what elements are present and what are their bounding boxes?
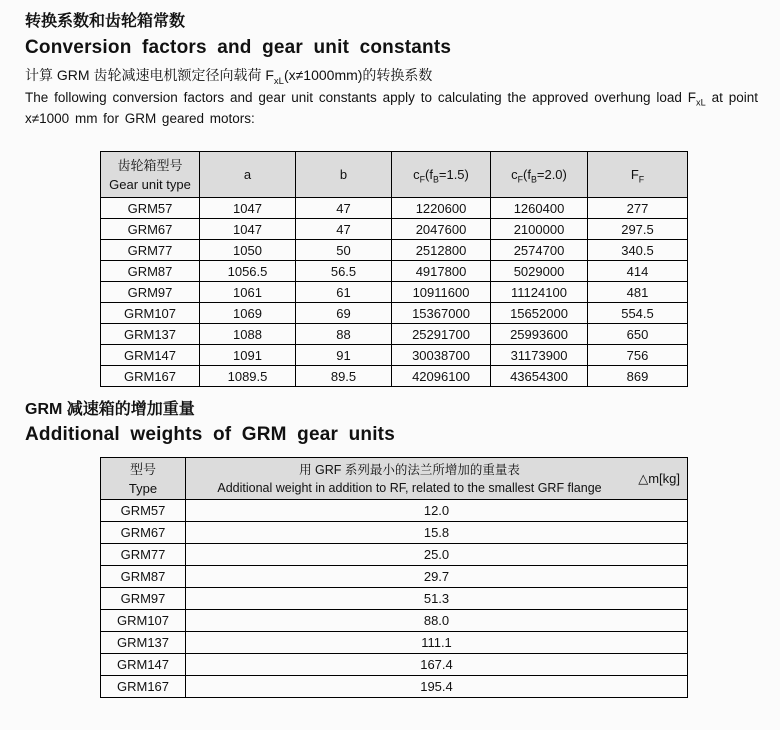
table-row xyxy=(101,654,688,676)
table-cell: 25993600 xyxy=(491,324,588,345)
intro-line-zh xyxy=(25,66,780,87)
table-cell: GRM107 xyxy=(101,610,186,632)
table-cell: 1061 xyxy=(200,282,296,303)
cf-value: =2.0) xyxy=(536,167,567,182)
table-cell: 756 xyxy=(588,345,688,366)
table-row xyxy=(101,610,688,632)
intro-zh-text-2: (x≠1000mm)的转换系数 xyxy=(283,67,433,83)
cf-sub: F xyxy=(517,174,524,185)
table-cell: 69 xyxy=(296,303,392,324)
table-cell: 650 xyxy=(588,324,688,345)
table-cell: GRM57 xyxy=(101,500,186,522)
table-cell: 11124100 xyxy=(491,282,588,303)
table-cell: 42096100 xyxy=(392,366,491,387)
table-row xyxy=(101,345,688,366)
table-cell: 50 xyxy=(296,240,392,261)
table-cell: 1047 xyxy=(200,219,296,240)
table-cell: 297.5 xyxy=(588,219,688,240)
fb-base: (f xyxy=(523,167,531,182)
table-cell: GRM107 xyxy=(101,303,200,324)
document-page xyxy=(0,12,780,730)
col-header-a: a xyxy=(200,152,296,198)
table-cell: 29.7 xyxy=(186,566,688,588)
table-cell: 47 xyxy=(296,198,392,219)
additional-weights-table-body xyxy=(101,500,688,698)
col-header-gear-unit-type xyxy=(101,152,200,198)
table-cell: 15.8 xyxy=(186,522,688,544)
table-cell: GRM147 xyxy=(101,345,200,366)
table-cell: GRM97 xyxy=(101,588,186,610)
col-header-additional-weight-en: Additional weight in addition to RF, related to the smallest GRF flange xyxy=(217,480,602,495)
cf-sub: F xyxy=(419,174,426,185)
table-cell: 15367000 xyxy=(392,303,491,324)
table-cell: GRM77 xyxy=(101,240,200,261)
table-cell: GRM67 xyxy=(101,522,186,544)
table-cell: 195.4 xyxy=(186,676,688,698)
additional-weight-header-lines xyxy=(186,461,687,497)
table-cell: 554.5 xyxy=(588,303,688,324)
table-cell: 30038700 xyxy=(392,345,491,366)
table-cell: 2047600 xyxy=(392,219,491,240)
intro-paragraph-en xyxy=(25,87,758,129)
table-header-row xyxy=(101,152,688,198)
table-row xyxy=(101,588,688,610)
table-cell: 277 xyxy=(588,198,688,219)
col-header-type-zh: 型号 xyxy=(129,461,156,477)
table-cell: 1088 xyxy=(200,324,296,345)
table-cell: 414 xyxy=(588,261,688,282)
intro-zh-text-1: 计算 GRM 齿轮减速电机额定径向载荷 F xyxy=(25,67,274,83)
table-cell: 1260400 xyxy=(491,198,588,219)
col-header-type-en: Type xyxy=(128,480,158,496)
table-row xyxy=(101,566,688,588)
table-cell: GRM137 xyxy=(101,632,186,654)
table-cell: 5029000 xyxy=(491,261,588,282)
col-header-b: b xyxy=(296,152,392,198)
cf-value: =1.5) xyxy=(438,167,469,182)
col-header-ff xyxy=(588,152,688,198)
table-row xyxy=(101,282,688,303)
fb-sub: B xyxy=(530,174,537,185)
table-cell: GRM97 xyxy=(101,282,200,303)
col-header-additional-weight-zh: 用 GRF 系列最小的法兰所增加的重量表 xyxy=(299,462,520,477)
col-header-cf-fb-1-5 xyxy=(392,152,491,198)
table-row xyxy=(101,366,688,387)
table-cell: 88.0 xyxy=(186,610,688,632)
col-header-type xyxy=(101,458,186,500)
table-cell: 56.5 xyxy=(296,261,392,282)
table-row xyxy=(101,324,688,345)
section2-title-en: Additional weights of GRM gear units xyxy=(25,424,395,445)
delta-m-kg-unit-label: △m[kg] xyxy=(638,470,680,486)
table-cell: GRM87 xyxy=(101,566,186,588)
conversion-factors-table xyxy=(100,151,688,387)
table-cell: 15652000 xyxy=(491,303,588,324)
fxl-subscript: xL xyxy=(273,75,284,87)
table-cell: GRM57 xyxy=(101,198,200,219)
table-row xyxy=(101,632,688,654)
table-row xyxy=(101,522,688,544)
table-cell: 481 xyxy=(588,282,688,303)
table-row xyxy=(101,261,688,282)
table-cell: 12.0 xyxy=(186,500,688,522)
table-cell: 1047 xyxy=(200,198,296,219)
table-cell: 2100000 xyxy=(491,219,588,240)
intro-en-text-2: at point x≠1000 mm for GRM geared motors: xyxy=(25,90,758,126)
table-row xyxy=(101,303,688,324)
table-row xyxy=(101,676,688,698)
cf-base: c xyxy=(413,167,420,182)
table-cell: 340.5 xyxy=(588,240,688,261)
table-cell: 2574700 xyxy=(491,240,588,261)
table-cell: 47 xyxy=(296,219,392,240)
table-cell: GRM77 xyxy=(101,544,186,566)
table-header-row xyxy=(101,458,688,500)
cf-base: c xyxy=(511,167,518,182)
table-row xyxy=(101,500,688,522)
table-cell: 10911600 xyxy=(392,282,491,303)
page-title-en: Conversion factors and gear unit constants xyxy=(25,37,452,58)
table-cell: 25.0 xyxy=(186,544,688,566)
table-cell: 25291700 xyxy=(392,324,491,345)
page-title-zh: 转换系数和齿轮箱常数 xyxy=(25,13,186,30)
table-cell: 167.4 xyxy=(186,654,688,676)
table-cell: 89.5 xyxy=(296,366,392,387)
table-cell: GRM137 xyxy=(101,324,200,345)
table-cell: GRM167 xyxy=(101,366,200,387)
table-cell: 2512800 xyxy=(392,240,491,261)
table-cell: 31173900 xyxy=(491,345,588,366)
section2-title-zh: GRM 减速箱的增加重量 xyxy=(25,401,195,418)
table-cell: 4917800 xyxy=(392,261,491,282)
additional-weights-table xyxy=(100,457,688,698)
col-header-gear-unit-type-zh: 齿轮箱型号 xyxy=(117,157,183,173)
fb-base: (f xyxy=(425,167,433,182)
table-cell: 88 xyxy=(296,324,392,345)
table-cell: 1220600 xyxy=(392,198,491,219)
table-cell: 51.3 xyxy=(186,588,688,610)
table-cell: 43654300 xyxy=(491,366,588,387)
conversion-factors-table-body xyxy=(101,198,688,387)
table-cell: 61 xyxy=(296,282,392,303)
table-row xyxy=(101,240,688,261)
ff-sub: F xyxy=(638,174,645,185)
fxl-subscript: xL xyxy=(696,97,706,108)
table-cell: 869 xyxy=(588,366,688,387)
table-cell: GRM167 xyxy=(101,676,186,698)
table-cell: 91 xyxy=(296,345,392,366)
table-cell: GRM147 xyxy=(101,654,186,676)
intro-en-text-1: The following conversion factors and gear unit constants apply to calculating the approved overhung load F xyxy=(25,90,697,105)
table-cell: GRM87 xyxy=(101,261,200,282)
table-cell: 1056.5 xyxy=(200,261,296,282)
col-header-cf-fb-2-0 xyxy=(491,152,588,198)
ff-base: F xyxy=(630,167,639,182)
table-cell: 1069 xyxy=(200,303,296,324)
table-cell: 1089.5 xyxy=(200,366,296,387)
table-row xyxy=(101,219,688,240)
col-header-gear-unit-type-en: Gear unit type xyxy=(109,176,191,192)
table-cell: 1091 xyxy=(200,345,296,366)
table-cell: GRM67 xyxy=(101,219,200,240)
table-row xyxy=(101,544,688,566)
fb-sub: B xyxy=(432,174,439,185)
table-cell: 111.1 xyxy=(186,632,688,654)
table-row xyxy=(101,198,688,219)
col-header-additional-weight xyxy=(186,458,688,500)
table-cell: 1050 xyxy=(200,240,296,261)
